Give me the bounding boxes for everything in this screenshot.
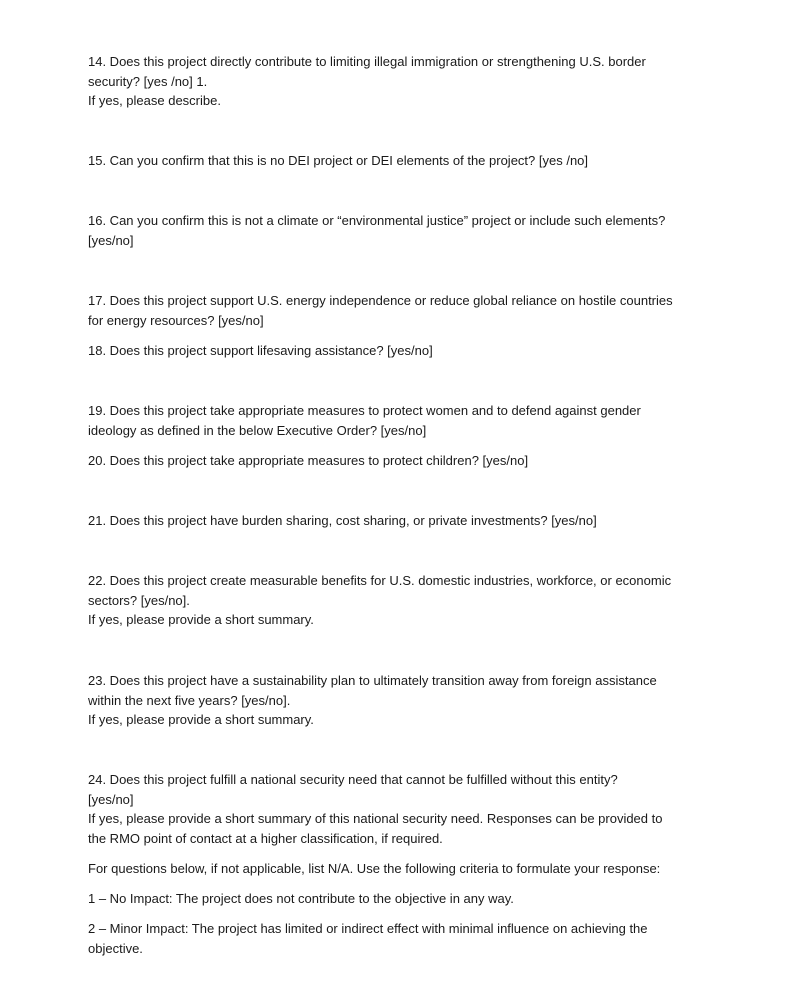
question-18	[88, 341, 698, 361]
question-24-line-4: the RMO point of contact at a higher classification, if required.	[88, 830, 443, 846]
question-18-line-1: 18. Does this project support lifesaving assistance? [yes/no]	[88, 343, 433, 358]
question-14-line-3: If yes, please describe.	[88, 93, 221, 108]
question-20-line-1: 20. Does this project take appropriate measures to protect children? [yes/no]	[88, 453, 529, 468]
question-14-line-1: 14. Does this project directly contribute to limiting illegal immigration or strengthening U.S. border	[88, 54, 646, 69]
question-23-line-3: If yes, please provide a short summary.	[88, 712, 314, 727]
question-19	[88, 401, 698, 440]
question-15	[88, 151, 698, 171]
question-17-line-1: 17. Does this project support U.S. energy independence or reduce global reliance on hostile countries	[88, 293, 673, 308]
question-24-line-1: 24. Does this project fulfill a national security need that cannot be fulfilled without this entity?	[88, 772, 618, 787]
question-15-line-1: 15. Can you confirm that this is no DEI project or DEI elements of the project? [yes /no]	[88, 153, 589, 168]
question-23	[88, 671, 698, 730]
criteria-2	[88, 919, 698, 958]
question-21-line-1: 21. Does this project have burden sharing, cost sharing, or private investments? [yes/no]	[88, 513, 597, 528]
question-22-line-2: sectors? [yes/no].	[88, 592, 190, 608]
criteria-intro-line-1: For questions below, if not applicable, list N/A. Use the following criteria to formulate your response:	[88, 861, 661, 876]
question-14	[88, 52, 698, 111]
question-19-line-2: ideology as defined in the below Executive Order? [yes/no]	[88, 422, 427, 438]
question-16-line-1: 16. Can you confirm this is not a climate or “environmental justice” project or include such elements?	[88, 213, 666, 228]
criteria-2-line-1: 2 – Minor Impact: The project has limited or indirect effect with minimal influence on achieving the	[88, 921, 648, 936]
question-22-line-3: If yes, please provide a short summary.	[88, 612, 314, 627]
question-23-line-1: 23. Does this project have a sustainability plan to ultimately transition away from foreign assistance	[88, 673, 657, 688]
question-22-line-1: 22. Does this project create measurable benefits for U.S. domestic industries, workforce, or economic	[88, 573, 672, 588]
question-19-line-1: 19. Does this project take appropriate measures to protect women and to defend against gender	[88, 403, 641, 418]
question-21	[88, 511, 698, 531]
question-16	[88, 211, 698, 250]
question-16-line-2: [yes/no]	[88, 232, 134, 248]
question-22	[88, 571, 698, 630]
criteria-1	[88, 889, 698, 909]
question-17	[88, 291, 698, 330]
question-14-line-2: security? [yes /no] 1.	[88, 73, 208, 89]
criteria-1-line-1: 1 – No Impact: The project does not contribute to the objective in any way.	[88, 891, 514, 906]
criteria-2-line-2: objective.	[88, 940, 143, 956]
question-17-line-2: for energy resources? [yes/no]	[88, 312, 264, 328]
question-24-line-3: If yes, please provide a short summary of this national security need. Responses can be provided to	[88, 811, 663, 826]
question-23-line-2: within the next five years? [yes/no].	[88, 692, 291, 708]
criteria-intro	[88, 859, 698, 879]
question-20	[88, 451, 698, 471]
question-24	[88, 770, 698, 848]
question-24-line-2: [yes/no]	[88, 791, 134, 807]
